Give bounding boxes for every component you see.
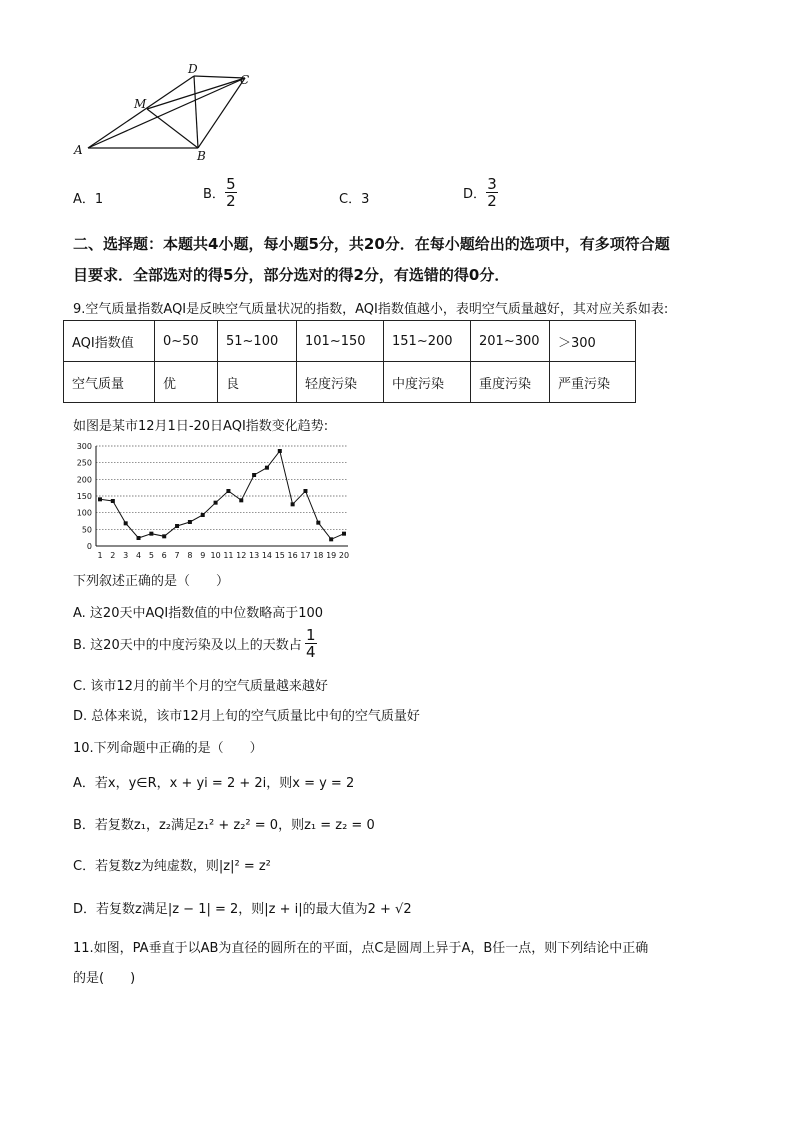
q8-b-numerator: 5 bbox=[226, 175, 236, 193]
data-point bbox=[201, 513, 205, 517]
table-cell: ＞300 bbox=[550, 321, 636, 362]
x-tick-label: 4 bbox=[135, 551, 142, 560]
q9-question: 下列叙述正确的是（ ） bbox=[73, 574, 230, 589]
x-tick-label: 20 bbox=[338, 551, 350, 560]
q9-b-numerator: 1 bbox=[305, 626, 316, 644]
q9-option-b bbox=[73, 627, 317, 660]
chart-caption: 如图是某市12月1日-20日AQI指数变化趋势: bbox=[73, 419, 329, 434]
table-cell: 重度污染 bbox=[471, 362, 550, 403]
aqi-table bbox=[63, 320, 636, 403]
q9-b-denominator: 4 bbox=[305, 643, 316, 661]
series-line bbox=[100, 451, 344, 539]
x-tick-label: 19 bbox=[326, 551, 337, 560]
label-m: M bbox=[134, 97, 147, 111]
q8-option-d-fraction bbox=[486, 176, 498, 209]
q8-option-c: C．3 bbox=[339, 192, 370, 207]
data-point bbox=[291, 502, 295, 506]
table-cell: 优 bbox=[155, 362, 218, 403]
q9-stem: 9.空气质量指数AQI是反映空气质量状况的指数，AQI指数值越小，表明空气质量越好，其对应关系如表: bbox=[73, 302, 669, 317]
y-tick-label: 300 bbox=[76, 442, 92, 451]
x-tick-label: 15 bbox=[274, 551, 285, 560]
geometry-figure bbox=[68, 62, 258, 162]
table-cell: 轻度污染 bbox=[297, 362, 384, 403]
x-tick-label: 7 bbox=[174, 551, 180, 560]
q8-d-denominator: 2 bbox=[487, 192, 497, 210]
x-tick-label: 5 bbox=[148, 551, 154, 560]
q10-option-a: A．若x，y∈R，x + yi = 2 + 2i，则x = y = 2 bbox=[73, 776, 355, 791]
x-tick-label: 16 bbox=[287, 551, 298, 560]
x-tick-label: 14 bbox=[261, 551, 273, 560]
y-tick-label: 50 bbox=[81, 525, 92, 535]
x-tick-label: 2 bbox=[110, 551, 116, 560]
data-point bbox=[124, 521, 128, 525]
data-point bbox=[329, 537, 333, 541]
data-point bbox=[214, 501, 218, 505]
aqi-table-row-quality bbox=[64, 362, 636, 403]
q8-b-denominator: 2 bbox=[226, 192, 236, 210]
q9-option-a: A. 这20天中AQI指数值的中位数略高于100 bbox=[73, 606, 324, 621]
label-a: A bbox=[74, 143, 83, 157]
y-tick-label: 200 bbox=[76, 475, 92, 485]
y-tick-label: 0 bbox=[86, 542, 92, 551]
x-tick-label: 10 bbox=[210, 551, 221, 560]
table-cell: 0~50 bbox=[155, 321, 218, 362]
table-cell: 良 bbox=[218, 362, 297, 403]
q9-option-b-text: B. 这20天中的中度污染及以上的天数占 bbox=[73, 638, 302, 653]
table-cell: 101~150 bbox=[297, 321, 384, 362]
section-2-line-2: 目要求．全部选对的得5分，部分选对的得2分，有选错的得0分． bbox=[73, 266, 510, 284]
q9-option-d: D. 总体来说，该市12月上旬的空气质量比中旬的空气质量好 bbox=[73, 709, 420, 724]
q9-option-c: C. 该市12月的前半个月的空气质量越来越好 bbox=[73, 679, 328, 694]
q8-option-a: A．1 bbox=[73, 192, 104, 207]
x-tick-label: 6 bbox=[161, 551, 167, 560]
q8-d-numerator: 3 bbox=[487, 175, 497, 193]
label-b: B bbox=[197, 149, 206, 162]
x-tick-label: 18 bbox=[313, 551, 324, 560]
x-tick-label: 1 bbox=[97, 551, 103, 560]
data-point bbox=[98, 497, 102, 501]
table-cell: 151~200 bbox=[384, 321, 471, 362]
q11-line-2: 的是( ) bbox=[73, 971, 136, 986]
q8-option-b-prefix: B． bbox=[203, 187, 225, 202]
q8-option-b-fraction bbox=[225, 176, 237, 209]
data-point bbox=[111, 499, 115, 503]
x-tick-label: 8 bbox=[187, 551, 193, 560]
data-point bbox=[149, 532, 153, 536]
data-point bbox=[137, 536, 141, 540]
q10-stem: 10.下列命题中正确的是（ ） bbox=[73, 741, 263, 756]
data-point bbox=[278, 449, 282, 453]
table-cell: AQI指数值 bbox=[64, 321, 155, 362]
x-tick-label: 13 bbox=[249, 551, 260, 560]
q10-option-c: C．若复数z为纯虚数，则|z|² = z² bbox=[73, 859, 271, 874]
data-point bbox=[252, 473, 256, 477]
data-point bbox=[175, 524, 179, 528]
q8-option-d-prefix: D． bbox=[463, 187, 487, 202]
x-tick-label: 11 bbox=[223, 551, 234, 560]
x-tick-label: 9 bbox=[200, 551, 206, 560]
x-tick-label: 3 bbox=[123, 551, 129, 560]
y-tick-label: 100 bbox=[76, 508, 92, 518]
data-point bbox=[162, 534, 166, 538]
label-d: D bbox=[188, 62, 198, 76]
aqi-line-chart bbox=[70, 438, 360, 562]
q10-option-b: B．若复数z₁，z₂满足z₁² + z₂² = 0，则z₁ = z₂ = 0 bbox=[73, 818, 375, 833]
x-tick-label: 12 bbox=[236, 551, 247, 560]
data-point bbox=[303, 489, 307, 493]
table-cell: 严重污染 bbox=[550, 362, 636, 403]
y-tick-label: 150 bbox=[76, 492, 92, 501]
table-cell: 201~300 bbox=[471, 321, 550, 362]
q11-stem bbox=[73, 934, 733, 994]
q10-option-d: D．若复数z满足|z − 1| = 2，则|z + i|的最大值为2 + √2 bbox=[73, 902, 412, 917]
section-2-instructions bbox=[73, 229, 733, 291]
q8-option-b bbox=[203, 176, 237, 209]
section-2-line-1: 二、选择题：本题共4小题，每小题5分，共20分．在每小题给出的选项中，有多项符合题 bbox=[73, 235, 670, 253]
label-c: C bbox=[240, 73, 250, 87]
y-tick-label: 250 bbox=[76, 458, 92, 468]
data-point bbox=[342, 532, 346, 536]
q9-option-b-fraction bbox=[305, 627, 317, 660]
aqi-table-row-index bbox=[64, 321, 636, 362]
data-point bbox=[239, 498, 243, 502]
data-point bbox=[226, 489, 230, 493]
data-point bbox=[316, 521, 320, 525]
q8-option-d bbox=[463, 176, 498, 209]
data-point bbox=[188, 520, 192, 524]
x-tick-label: 17 bbox=[300, 551, 311, 560]
data-point bbox=[265, 466, 269, 470]
table-cell: 空气质量 bbox=[64, 362, 155, 403]
q11-line-1: 11.如图，PA垂直于以AB为直径的圆所在的平面，点C是圆周上异于A，B任一点，则下列结论中正确 bbox=[73, 941, 649, 956]
table-cell: 51~100 bbox=[218, 321, 297, 362]
table-cell: 中度污染 bbox=[384, 362, 471, 403]
